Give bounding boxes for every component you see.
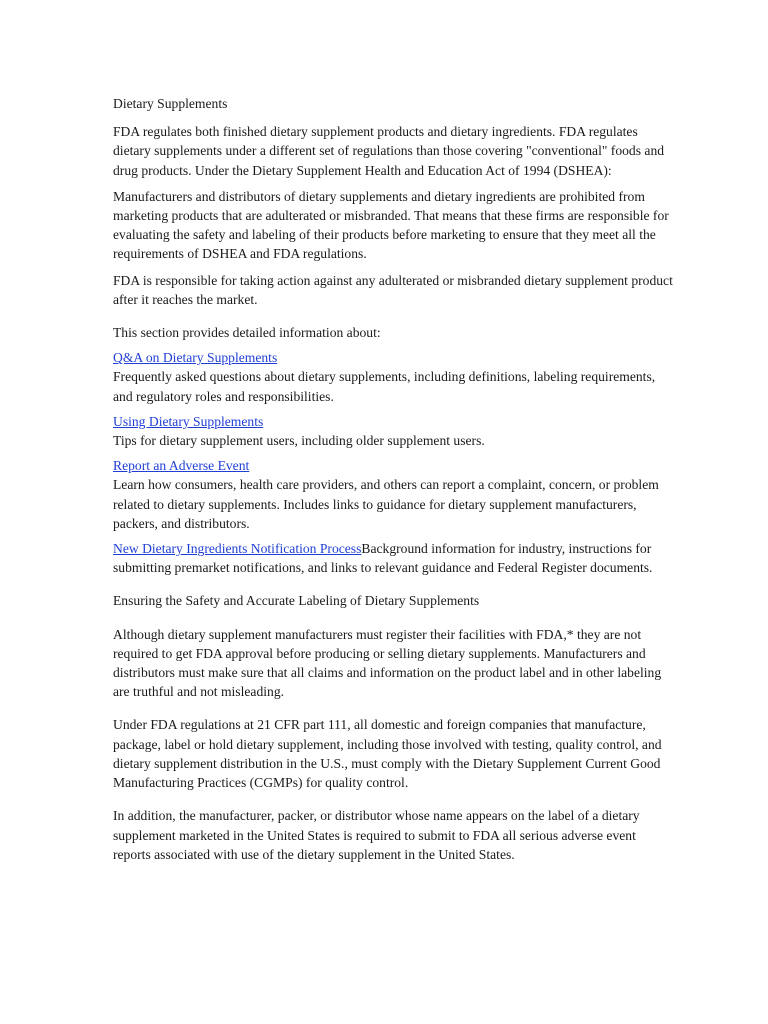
safety-paragraph-1: Although dietary supplement manufacturers must register their facilities with FDA,* they are not required to get FDA approval before producing or selling dietary supplements. Manufacturers and distributors must make sure that all claims and information on the product label and in other labeling are truthful and not misleading. [113,626,662,700]
document-page [113,94,673,864]
link-entry-adverse [113,456,673,533]
using-description: Tips for dietary supplement users, including older supplement users. [113,433,485,449]
using-dietary-supplements-link[interactable]: Using Dietary Supplements [113,413,264,429]
intro-paragraph-1: FDA regulates both finished dietary supplement products and dietary ingredients. FDA regulates dietary supplements under a different set of regulations than those covering "conventional" foods and drug products. Under the Dietary Supplement Health and Education Act of 1994 (DSHEA): [113,124,665,178]
ndi-description: Background information for industry, instructions for submitting premarket notifications, and links to relevant guidance and Federal Register documents. [113,541,653,576]
section-heading-safety: Ensuring the Safety and Accurate Labeling of Dietary Supplements [113,593,480,609]
page-title: Dietary Supplements [113,96,228,111]
adverse-description: Learn how consumers, health care providers, and others can report a complaint, concern, or problem related to dietary supplements. Includes links to guidance for dietary supplement manufacturers, packers, and distributors. [113,477,659,531]
section-intro: This section provides detailed information about: [113,325,381,341]
intro-paragraph-3: FDA is responsible for taking action against any adulterated or misbranded dietary supplement product after it reaches the market. [113,272,673,307]
report-adverse-event-link[interactable]: Report an Adverse Event [113,458,250,474]
intro-paragraph-2: Manufacturers and distributors of dietary supplements and dietary ingredients are prohibited from marketing products that are adulterated or misbranded. That means that these firms are responsible for evaluating the safety and labeling of their products before marketing to ensure that they meet all the requirements of DSHEA and FDA regulations. [113,188,669,262]
link-entry-qa [113,348,673,406]
safety-paragraph-3: In addition, the manufacturer, packer, or distributor whose name appears on the label of a dietary supplement marketed in the United States is required to submit to FDA all serious adverse event reports associated with use of the dietary supplement in the United States. [113,808,640,862]
link-entry-ndi [113,539,673,577]
safety-paragraph-2: Under FDA regulations at 21 CFR part 111, all domestic and foreign companies that manufacture, package, label or hold dietary supplement, including those involved with testing, quality control, and dietary supplement distribution in the U.S., must comply with the Dietary Supplement Current Good Manufacturing Practices (CGMPs) for quality control. [113,717,662,791]
qa-description: Frequently asked questions about dietary supplements, including definitions, labeling requirements, and regulatory roles and responsibilities. [113,369,656,404]
link-entry-using [113,412,673,450]
new-dietary-ingredients-link[interactable]: New Dietary Ingredients Notification Process [113,541,362,557]
qa-dietary-supplements-link[interactable]: Q&A on Dietary Supplements [113,350,278,366]
